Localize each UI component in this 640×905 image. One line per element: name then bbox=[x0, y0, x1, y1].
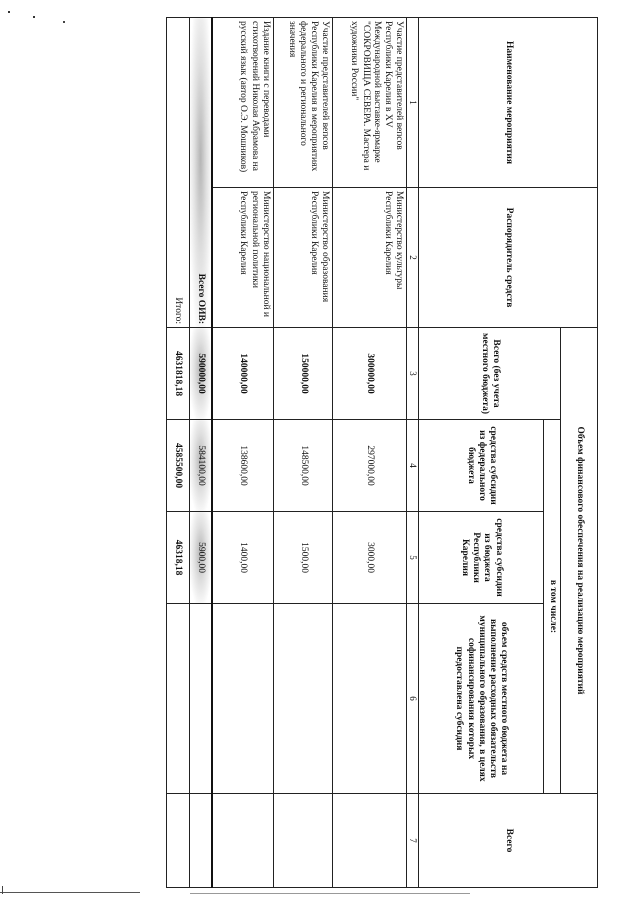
row-3-republic: 1400,00 bbox=[212, 512, 274, 604]
row-3-federal: 138600,00 bbox=[212, 420, 274, 512]
itogo-label: Итого: bbox=[167, 18, 190, 328]
row-1-total: 300000,00 bbox=[333, 328, 407, 420]
row-1-federal: 297000,00 bbox=[333, 420, 407, 512]
scan-mark-dot-2 bbox=[33, 16, 35, 18]
col-number-5: 5 bbox=[407, 512, 419, 604]
row-3-distributor: Министерство национальной и региональной политики Республики Карелия bbox=[212, 188, 274, 328]
row-1-distributor: Министерство культуры Республики Карелия bbox=[333, 188, 407, 328]
itogo-total-all bbox=[167, 794, 190, 888]
scan-edge-tick bbox=[2, 886, 3, 894]
row-2-total: 150000,00 bbox=[273, 328, 333, 420]
row-2-name: Участие представителей вепсов Республики Карелия в мероприятиях федерального и регионального значения bbox=[273, 18, 333, 188]
header-volume: Объем финансового обеспечения на реализацию мероприятий bbox=[561, 328, 598, 794]
ovv-republic: 5900,00 bbox=[189, 512, 212, 604]
header-total: Всего bbox=[419, 794, 598, 888]
header-local: объем средств местного бюджета на выполнение расходных обязательств муниципального образования, в целях софинансирования которых предоставлена субсидия bbox=[419, 604, 544, 794]
itogo-federal: 4585500,00 bbox=[167, 420, 190, 512]
header-including: в том числе: bbox=[544, 420, 561, 794]
header-republic: средства субсидии из бюджета Республики Карелия bbox=[419, 512, 544, 604]
row-2-republic: 1500,00 bbox=[273, 512, 333, 604]
itogo-row bbox=[167, 18, 190, 888]
row-3-name: Издание книги с переводами стихотворений Николая Абрамова на русский язык (автор О.Э. Мошников) bbox=[212, 18, 274, 188]
header-distributor: Распорядитель средств bbox=[419, 188, 598, 328]
financing-table bbox=[166, 17, 598, 888]
row-2-distributor: Министерство образования Республики Карелия bbox=[273, 188, 333, 328]
row-1-name: Участие представителей вепсов Республики Карелия в XV Международной выставке-ярмарке "СОКРОВИЩА СЕВЕРА. Мастера и художники России" bbox=[333, 18, 407, 188]
table-row bbox=[273, 18, 333, 888]
header-total-no-local: Всего (без учета местного бюджета) bbox=[419, 328, 561, 420]
col-number-7: 7 bbox=[407, 794, 419, 888]
col-number-3: 3 bbox=[407, 328, 419, 420]
row-2-federal: 148500,00 bbox=[273, 420, 333, 512]
rotated-document-page bbox=[166, 17, 598, 887]
ovv-local bbox=[189, 604, 212, 794]
scan-edge-line-right bbox=[190, 893, 470, 894]
row-1-local bbox=[333, 604, 407, 794]
table-row bbox=[333, 18, 407, 888]
row-1-republic: 3000,00 bbox=[333, 512, 407, 604]
itogo-local bbox=[167, 604, 190, 794]
scan-mark-dot-1 bbox=[8, 11, 10, 13]
ovv-total-row bbox=[189, 18, 212, 888]
header-name: Наименование мероприятия bbox=[419, 18, 598, 188]
scan-edge-line bbox=[0, 892, 140, 893]
ovv-total-all bbox=[189, 794, 212, 888]
ovv-total: 590000,00 bbox=[189, 328, 212, 420]
col-number-4: 4 bbox=[407, 420, 419, 512]
itogo-republic: 46318,18 bbox=[167, 512, 190, 604]
row-3-local bbox=[212, 604, 274, 794]
row-2-total-all bbox=[273, 794, 333, 888]
ovv-label: Всего ОИВ: bbox=[189, 18, 212, 328]
row-2-local bbox=[273, 604, 333, 794]
row-3-total: 140000,00 bbox=[212, 328, 274, 420]
table-row bbox=[212, 18, 274, 888]
row-3-total-all bbox=[212, 794, 274, 888]
col-number-1: 1 bbox=[407, 18, 419, 188]
scan-mark-dot-3 bbox=[63, 21, 65, 23]
col-number-2: 2 bbox=[407, 188, 419, 328]
row-1-total-all bbox=[333, 794, 407, 888]
itogo-total: 4631818,18 bbox=[167, 328, 190, 420]
col-number-6: 6 bbox=[407, 604, 419, 794]
ovv-federal: 584100,00 bbox=[189, 420, 212, 512]
header-federal: средства субсидии из федерального бюджета bbox=[419, 420, 544, 512]
